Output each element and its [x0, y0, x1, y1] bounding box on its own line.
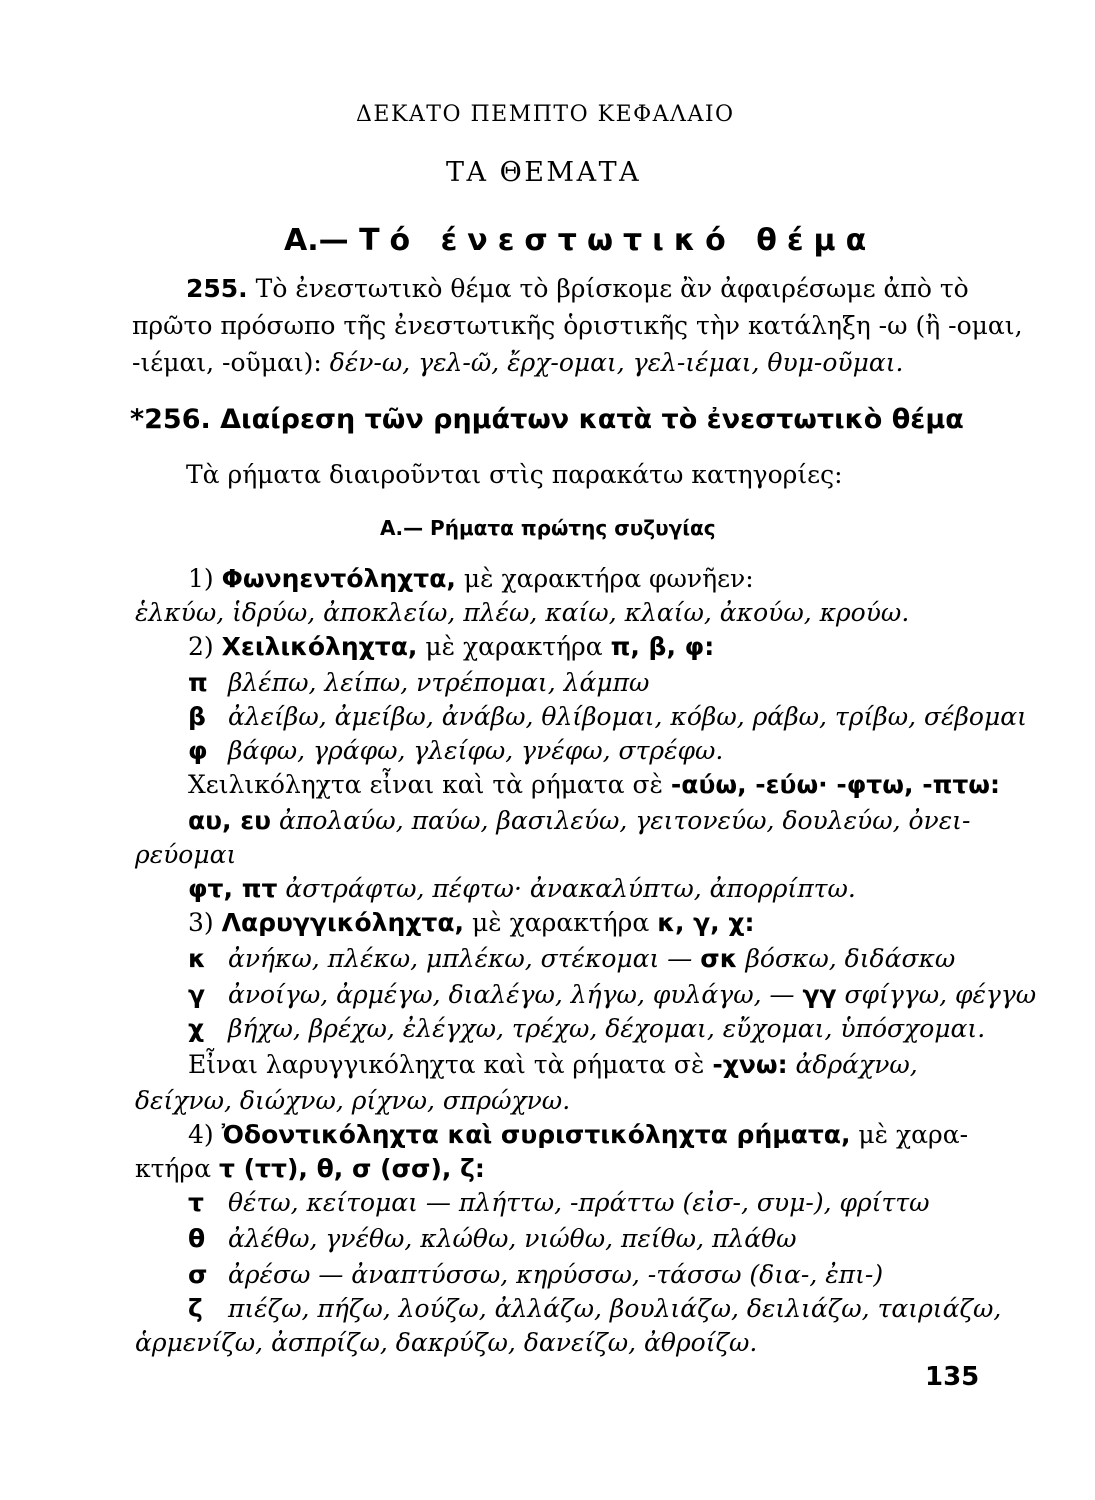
row-examples: ἀλείβω, ἀμείβω, ἀνάβω, θλίβομαι, κόβω, ράβω, τρίβω, σέβομαι	[227, 702, 1027, 731]
category-2-row-au	[188, 806, 970, 836]
category-4-row-zeta-cont: ἁρμενίζω, ἀσπρίζω, δακρύζω, δανείζω, ἀθροίζω.	[135, 1328, 758, 1357]
category-1-number: 1)	[188, 564, 214, 593]
row-examples: πιέζω, πήζω, λούζω, ἀλλάζω, βουλιάζω, δειλιάζω, ταιριάζω,	[227, 1294, 1002, 1323]
row-examples-2: σφίγγω, φέγγω	[844, 980, 1037, 1009]
category-3-row-chi	[188, 1014, 985, 1044]
category-4-row-zeta	[188, 1294, 1001, 1324]
category-4-number: 4)	[188, 1120, 214, 1149]
category-2-row-phi	[188, 736, 723, 766]
category-3-line	[188, 908, 755, 938]
row-examples: ἀπολαύω, παύω, βασιλεύω, γειτονεύω, δουλεύω, ὀνει-	[279, 806, 971, 835]
note-endings: -χνω:	[712, 1050, 788, 1079]
group-a-heading	[380, 513, 716, 543]
row-examples: ἀνοίγω, ἀρμέγω, διαλέγω, λήγω, φυλάγω, —	[227, 980, 795, 1009]
row-examples: ἀρέσω — ἀναπτύσσω, κηρύσσω, -τάσσω (δια-, ἐπι-)	[227, 1260, 884, 1289]
row-examples: ἀστράφτω, πέφτω· ἀνακαλύπτω, ἀπορρίπτω.	[285, 874, 856, 903]
row-key-2: σκ	[700, 944, 738, 973]
p256-heading	[130, 405, 964, 435]
category-3-name: Λαρυγγικόληχτα,	[221, 908, 465, 937]
category-3-desc: μὲ χαρακτήρα	[472, 908, 650, 937]
chapter-heading: ΔΕΚΑΤΟ ΠΕΜΠΤΟ ΚΕΦΑΛΑΙΟ	[356, 102, 735, 127]
category-1-desc: μὲ χαρακτήρα φωνῆεν:	[463, 564, 754, 593]
section-a-title: Τό ένεστωτικό θέμα	[359, 223, 877, 258]
row-examples: βάφω, γράφω, γλείφω, γνέφω, στρέφω.	[227, 736, 724, 765]
p255-line-3	[132, 348, 903, 378]
group-a-title: Ρήματα πρώτης συζυγίας	[430, 516, 716, 540]
row-key: σ	[188, 1260, 208, 1289]
p255-text-3a: -ιέμαι, -οῦμαι):	[132, 348, 322, 377]
category-4-desc: μὲ χαρα-	[858, 1120, 969, 1149]
p255-text-1: Τὸ ἐνεστωτικὸ θέμα τὸ βρίσκομε ἂν ἀφαιρέσωμε ἀπὸ τὸ	[255, 274, 969, 303]
page-title: ΤΑ ΘΕΜΑΤΑ	[446, 157, 642, 188]
row-key: αυ, ευ	[188, 806, 272, 835]
category-4-line-2	[135, 1154, 485, 1184]
p255-line-1	[186, 274, 976, 304]
row-examples-2: βόσκω, διδάσκω	[745, 944, 956, 973]
note-text: Εἶναι λαρυγγικόληχτα καὶ τὰ ρήματα σὲ	[188, 1050, 705, 1079]
note-text: Χειλικόληχτα εἶναι καὶ τὰ ρήματα σὲ	[188, 770, 663, 799]
row-examples: ἀνήκω, πλέκω, μπλέκω, στέκομαι —	[227, 944, 693, 973]
row-examples: βήχω, βρέχω, ἐλέγχω, τρέχω, δέχομαι, εὔχομαι, ὑπόσχομαι.	[227, 1014, 986, 1043]
category-4-desc-2: κτήρα	[135, 1154, 212, 1183]
p255-text-2: πρῶτο πρόσωπο τῆς ἐνεστωτικῆς ὁριστικῆς τὴν κατάληξη -ω (ἢ -ομαι,	[132, 311, 1023, 340]
note-endings: -αύω, -εύω· -φτω, -πτω:	[670, 770, 1001, 799]
category-2-number: 2)	[188, 632, 214, 661]
category-3-note-cont: δείχνω, διώχνω, ρίχνω, σπρώχνω.	[135, 1086, 571, 1115]
category-2-row-beta	[188, 702, 1027, 732]
row-key: φτ, πτ	[188, 874, 278, 903]
p256-intro: Τὰ ρήματα διαιροῦνται στὶς παρακάτω κατηγορίες:	[186, 460, 843, 489]
category-2-chars: π, β, φ:	[610, 632, 715, 661]
category-3-note	[188, 1050, 918, 1080]
section-a-heading	[284, 223, 877, 258]
category-2-row-ft	[188, 874, 856, 904]
row-key: τ	[188, 1188, 204, 1217]
row-examples: ἀλέθω, γνέθω, κλώθω, νιώθω, πείθω, πλάθω	[227, 1224, 797, 1253]
category-2-name: Χειλικόληχτα,	[221, 632, 418, 661]
note-example: ἀδράχνω,	[795, 1050, 918, 1079]
row-key: θ	[188, 1224, 206, 1253]
group-a-label: Α.—	[380, 516, 424, 540]
category-1-line	[188, 564, 754, 594]
category-3-row-kappa	[188, 944, 955, 974]
p256-title: Διαίρεση τῶν ρημάτων κατὰ τὸ ἐνεστωτικὸ θέμα	[220, 404, 964, 435]
row-key: γ	[188, 980, 206, 1009]
category-2-line	[188, 632, 714, 662]
category-3-row-gamma	[188, 980, 1036, 1010]
category-2-row-au-cont: ρεύομαι	[135, 840, 237, 869]
category-4-chars: τ (ττ), θ, σ (σσ), ζ:	[218, 1154, 485, 1183]
row-key: κ	[188, 944, 206, 973]
row-examples: θέτω, κείτομαι — πλήττω, -πράττω (εἰσ-, συμ-), φρίττω	[227, 1188, 930, 1217]
category-1-name: Φωνηεντόληχτα,	[221, 564, 456, 593]
category-2-desc: μὲ χαρακτήρα	[425, 632, 603, 661]
category-1-examples: ἑλκύω, ἱδρύω, ἀποκλείω, πλέω, καίω, κλαίω, ἀκούω, κρούω.	[135, 598, 910, 627]
category-2-note	[188, 770, 1000, 800]
category-4-row-tau	[188, 1188, 930, 1218]
row-examples: βλέπω, λείπω, ντρέπομαι, λάμπω	[227, 668, 650, 697]
p255-number: 255.	[186, 274, 248, 303]
p255-examples: δέν-ω, γελ-ῶ, ἔρχ-ομαι, γελ-ιέμαι, θυμ-οῦμαι.	[329, 348, 904, 377]
row-key: π	[188, 668, 208, 697]
category-4-name: Ὀδοντικόληχτα καὶ συριστικόληχτα ρήματα,	[221, 1120, 851, 1149]
page-number: 135	[925, 1362, 980, 1392]
category-3-number: 3)	[188, 908, 214, 937]
row-key: φ	[188, 736, 208, 765]
row-key: ζ	[188, 1294, 203, 1323]
section-a-label: Α.—	[284, 223, 349, 258]
category-3-chars: κ, γ, χ:	[657, 908, 755, 937]
category-2-row-pi	[188, 668, 649, 698]
category-4-line	[188, 1120, 968, 1150]
category-4-row-theta	[188, 1224, 797, 1254]
row-key-2: γγ	[802, 980, 837, 1009]
row-key: χ	[188, 1014, 205, 1043]
row-key: β	[188, 702, 206, 731]
p256-number: *256.	[130, 404, 211, 435]
category-4-row-sigma	[188, 1260, 883, 1290]
